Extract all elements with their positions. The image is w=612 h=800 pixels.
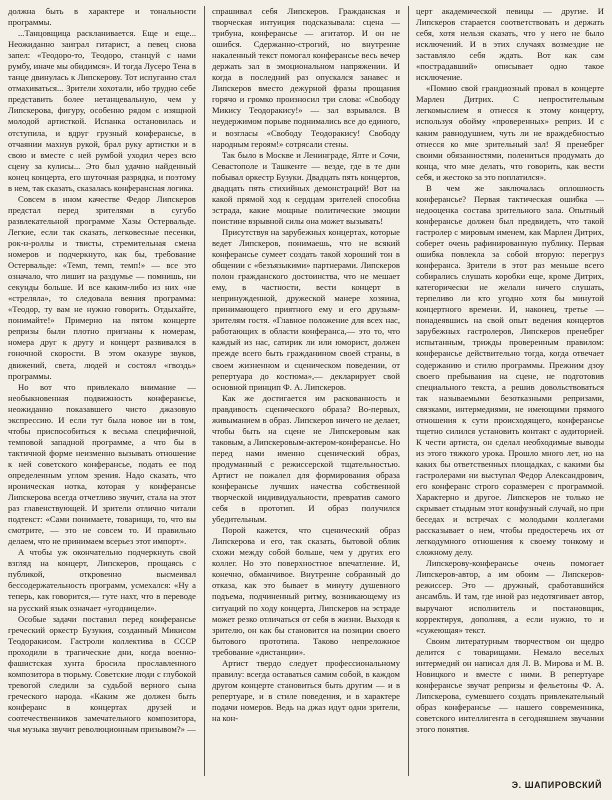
column-2-paragraph-3: Присутствуя на зарубежных концертах, которые ведет Липскеров, понимаешь, что не всякий конферансье сумеет создать такой хороший тон в общении с «безъязыкими» партнерами. Липскеров полон гражданского достоинства, что не мешает ему, в частности, вести концерт в непринужденной, дружеской манере хозяина, принимающего приятного ему и его друзьям-зрителям гостя. «Главное положение для всех нас, работающих в области конферанса,— это то, что каждый из нас, сатирик ли или юморист, должен прежде всего быть гражданином своей страны, в своем жизненном и сценическом поведении, от репертуара до костюма»,— декларирует свой основной принцип Ф. А. Липскеров. [212, 226, 400, 392]
column-1-paragraph-3: Совсем в ином качестве Федор Липскеров предстал перед зрителями в сугубо развлекательной программе Хазы Остервальде. Легкие, если так сказать, легковесные песенки, рок-н-роллы и твисты, стремительная смена номеров и подчеркнуто, как бы, требование Остервальде: «Темп, темп, темп!» — все это означало, что лишит на раздумье — помнишь, ни секунды больше. И все каким-либо из них «не «стреляла», то следовала веяния программа: «Теодор, ту вам не нужно говорить. Отдыхайте, понимайте!» Примерно на пятом концерте репризы были плотно пригнаны к номерам, номера друг к другу и концерт развивался в гоночной скорости. В этом оказуре звуков, движений, света, людей и состоял «гвоздь» программы. [8, 193, 196, 381]
column-3-paragraph-1: церт академической певицы — другие. И Липскеров старается соответствовать и держать себя, хотя нельзя сказать, что у него не было исключений. И в этих случаях возмездие не заставляло себя ждать. Вот как сам «пострадавший» описывает одно такое исключение. [416, 6, 604, 83]
column-2-paragraph-4: Как же достигается им раскованность и правдивость сценического образа? Во-первых, живыманием в образ. Липскеров ничего не делает, чтобы быть на сцене не Липскеровым как таковым, а Липскеровым-актером-конферансье. Но перед нами именно сценический образ, продуманный с режиссерской тщательностью. Артист не пожалел для формирования образа конферансье лучших начества собственной творческой индивидуальности, превратив самого себя в прототип. И образ получился убедительным. [212, 392, 400, 525]
text-column-3 [416, 6, 604, 776]
column-3-paragraph-3: В чем же заключалась оплошность конферансье? Первая тактическая ошибка — недооценка состава зрительного зала. Опытный конферансье должен был предвидеть, что такой гастролер с мировым именем, как Марлен Дитрих, соберет очень рафинированную публику. Первая ошибка повлекла за собой вторую: перегруз конферанса. Зрители в этот раз меньше всего собирались слушать коробки еще, кроме Дитрих, категорически не желали ничего слушать, терпеливо ли кто угодно хотя бы минутой концертного времени. И, наконец, третье — понадеявшись на свой опыт ведения концертов зарубежных гастролеров, Липскеров пренебрег испытанным, трижды проверенным правилом: конферансье действительно тогда, когда отвечает содержанию и стилю программы. Прежним дзоу своего пребывания на сцене, не подготовив специального текста, а решив довольствоваться так называемыми безотказными репризами, связками, интермедиями, не имеющими прямого отношения к сути происходящего, конферансье тщетно силился установить контакт с аудиторией. К чести артиста, он сделал необходимые выводы из этого тяжкого урока. Прошло много лет, но на каких бы ответственных площадках, с какими бы гастролерами ни выступал Федор Александрович, его конферанс строго соразмерен с программой. Характерно и другое. Липскеров не только не скрывает стыдным этот конфузный случай, но при беседах и встречах с молодыми коллегами рассказывает о нем, чтобы предостеречь их от легкодумного отношения к своему тонкому и сложному делу. [416, 182, 604, 558]
column-1-paragraph-5: А чтобы уж окончательно подчеркнуть свой взгляд на концерт, Липскеров, прощаясь с публикой, откровенно высмеивал бессодержательность программ, усмехался: «Ну а теперь, как говорится,— гуте нахт, что в переводе на русский язык означает «угодницели». [8, 547, 196, 613]
text-column-1 [8, 6, 196, 776]
column-3-paragraph-5: Своим литературным творчеством он щедро делится с товарищами. Немало веселых интермедий он написал для Л. В. Мирова и М. В. Новицкого и вместе с ними. В репертуаре конферансье звучат репризы и фельетоны Ф. А. Липскерова, сумевшего создать привлекательный образ конферансье — нашего современника, советского интеллигента в сегодняшнем звучании этого понятия. [416, 635, 604, 735]
article-page [8, 6, 604, 776]
text-column-2 [212, 6, 400, 776]
column-divider-1 [204, 6, 205, 776]
column-2-paragraph-6: Артист твердо следует профессиональному правилу: всегда оставаться самим собой, в каждом другом концерте становиться быть другим — и в репертуаре, и в стиле поведения, и в характере подачи номеров. Ведь на джаз идут одни зрители, на кон- [212, 657, 400, 723]
column-divider-2 [408, 6, 409, 776]
column-3-paragraph-2: «Помню свой грандиозный провал в концерте Марлен Дитрих. С непростительным легкомыслием я отнесся к этому концерту, используя обойму «проверенных» реприз. И с каким равнодушием, чуть ли не враждебностью отнесся ко мне зрительный зал! Я пренебрег своими обязанностями, полениться продумать до конца, что мне делать, что говорить, как вести себя, и жестоко за это поплатился». [416, 83, 604, 182]
column-1-paragraph-6: Особые задачи поставил перед конферансье греческий оркестр Бузукия, созданный Микисом Теодоракисом. Гастроли коллектива в СССР проходили в трагические дни, когда военно-фашистская хунта бросила прославленного композитора в тюрьму. Советские люди с глубокой тревогой следили за судьбой верного сына греческого народа. «Каким же должен быть конферанс в концертах друзей и соотечественников замечательного композитора, чья музыка звучит революционным призывом?» — [8, 613, 196, 735]
column-1-paragraph-2: ...Танцовщица раскланивается. Еще и еще... Неожиданно заиграл гитарист, а певец снова запел: «Теодоро-то, Теодоро, станцуй с нами румбу, иначе мы обидимся». И тогда Лусеро Тена в танце двинулась к Липскерову. Тот испуганно стал отмахиваться... Зрители хохотали, ибо трудно себе представить более нетанцевальную, чем у Липскерова, фигуру, особенно рядом с изящной молодой артисткой. Испанка остановилась и отступила, и вдруг грузный конферансье, в отчаянии махнув рукой, брал руку артистки и в свою и вместе с ней румбой уходил через всю сцену за кулисы... Это был удачно найденный конец концерта, его шуточная разрядка, и поэтому в нем, так сказать, сказалась конферансная логика. [8, 28, 196, 193]
author-signature: Э. ШАПИРОВСКИЙ [511, 780, 602, 790]
column-2-paragraph-5: Порой кажется, что сценический образ Липскерова и его, так сказать, бытовой облик схожи между собой больше, чем у других его коллег. Но это поверхностное впечатление. И, конечно, обманчивое. Внутренне собранный до отказа, как это бывает в минуту душевного подъема, подчиненный ритму, возникающему из ситуаций по ходу концерта, Липскеров на эстраде может резко отличаться от себя в жизни. Выходя к зрителю, он как бы становится на позиции своего бытового прототипа. Таково непреложное требование «дистанции». [212, 525, 400, 657]
column-2-paragraph-1: спрашивал себя Липскеров. Гражданская и творческая интуиция подсказывала: сцена — трибуна, конферансье — агитатор. И он не ошибся. Сдержанно-строгий, но внутренне накаленный текст помогал конферансье весь вечер держать зал в эмоциональном напряжении. И когда в последний раз опускался занавес и Липскеров вместо дежурной фразы прощания горячо и громко произносил три слова: «Свободу Микису Теодоракису!» — зал взрывался. В неудержимом порыве поднимались все до единого, и возгласы «Свободу Теодоракису! Свободу народным героям!» сотрясали стены. [212, 6, 400, 149]
column-1-paragraph-4: Но вот что привлекало внимание — необыкновенная подвижность конферансье, неожиданно показавшего чисто джазовую экспрессию. И если тут была новое ни в том, чтобы приспособиться к весьма специфичной, темповой западной программе, а что бы в тактичной форме неизменно вызывать отношение к ней советского конферансье, подать ее под определенным углом зрения. Надо сказать, что ироническая нотка, которая у конферансье Липскерова всегда отчетливо звучит, стала на этот раз главенствующей. И зрители отлично читали подтекст: «Сами понимаете, товарищи, то, что вы смотрите, — это не совсем то. И правильно делаем, что не принимаем всерьез этот импорт». [8, 381, 196, 547]
column-1-paragraph-1: должна быть в характере и тональности программы. [8, 6, 196, 28]
column-2-paragraph-2: Так было в Москве и Ленинграде, Ялте и Сочи, Севастополе и Ташкенте — везде, где в те дни побывал оркестр Бузуки. Двадцать пять концертов, двадцать пять стихийных демонстраций! Вот на какой прямой ход к сердцам зрителей способна эстрада, какие мощные политические эмоции поистине взрывной силы она может вызывать! [212, 149, 400, 226]
column-3-paragraph-4: Липскерову-конферансье очень помогает Липскеров-автор, а им обоим — Липскеров-режиссер. Это — дружный, сработавшийся ансамбль. И там, где иной раз недотягивает автор, выручают исполнитель и постановщик, корректируя, дополняя, а если нужно, то и «сужеющая» текст. [416, 558, 604, 635]
